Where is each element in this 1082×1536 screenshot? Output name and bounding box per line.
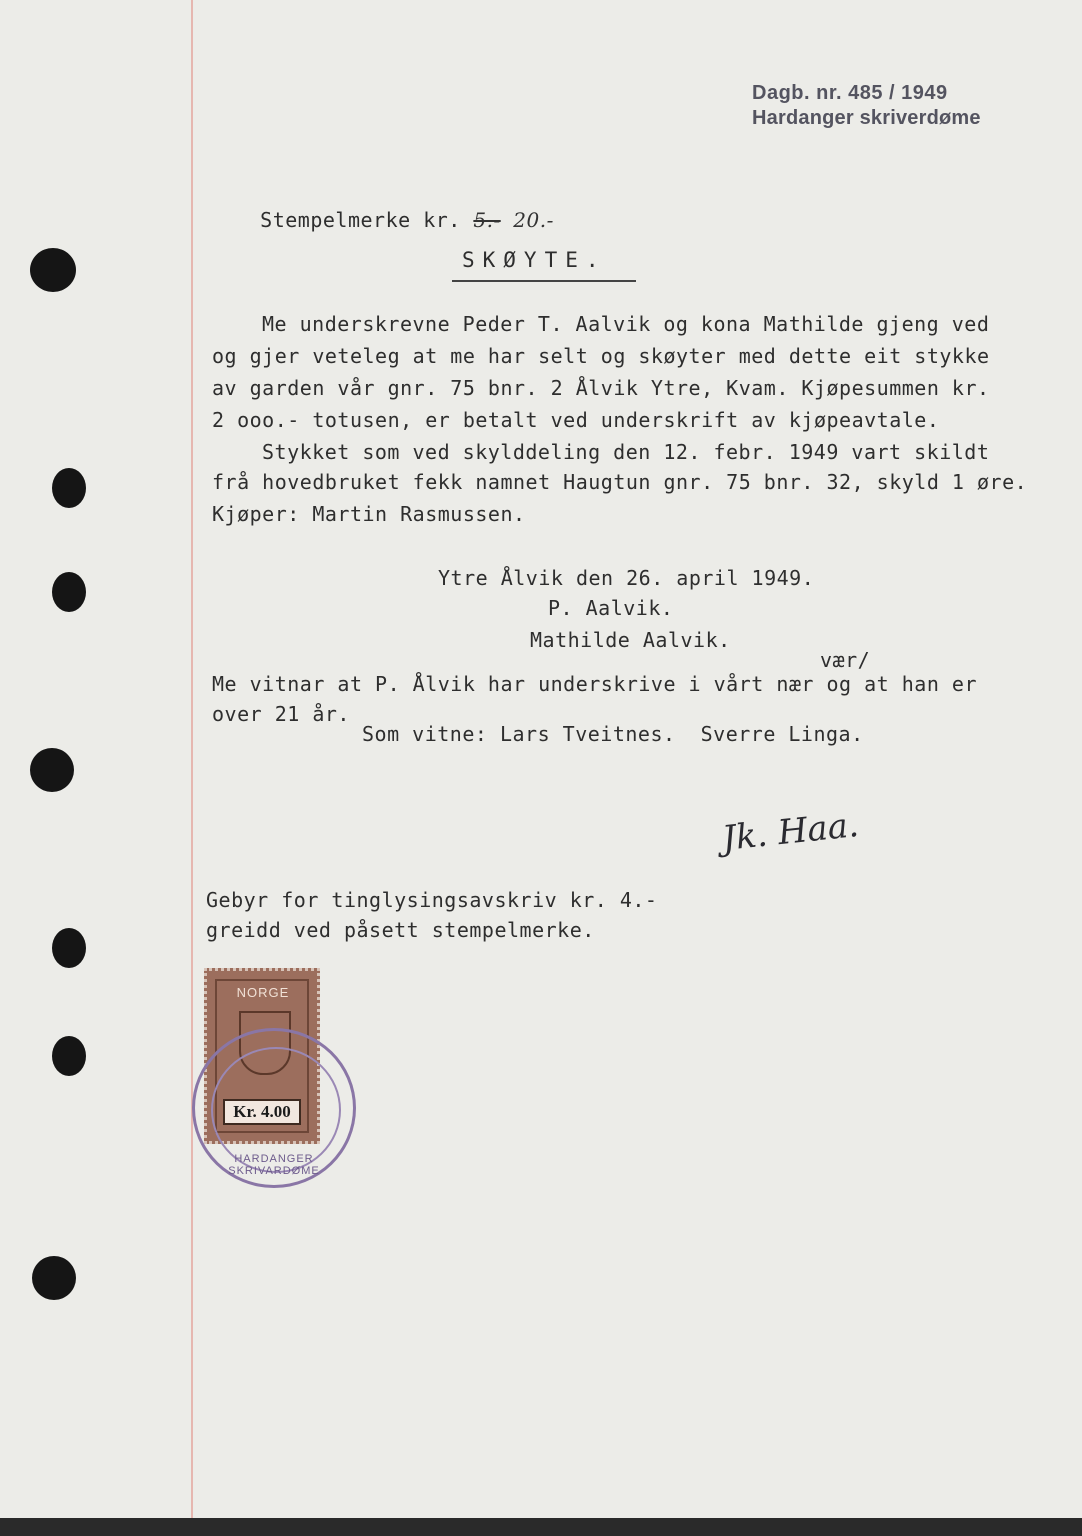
- fee-line: greidd ved påsett stempelmerke.: [206, 918, 595, 942]
- punch-hole: [52, 928, 86, 968]
- postmark-text: HARDANGER SKRIVARDØME: [228, 1153, 320, 1177]
- scan-bottom-edge: [0, 1518, 1082, 1536]
- body-line: Stykket som ved skylddeling den 12. febr. 1949 vart skildt: [262, 440, 990, 464]
- witness-line: Me vitnar at P. Ålvik har underskrive i vårt nær og at han er: [212, 672, 978, 696]
- document-title: SKØYTE.: [462, 248, 607, 272]
- body-line: og gjer veteleg at me har selt og skøyter med dette eit stykke: [212, 344, 990, 368]
- registry-number: Dagb. nr. 485 / 1949: [752, 82, 948, 104]
- signatory: P. Aalvik.: [548, 596, 674, 620]
- witness-line: over 21 år.: [212, 702, 350, 726]
- body-line: Me underskrevne Peder T. Aalvik og kona Mathilde gjeng ved: [262, 312, 990, 336]
- witness-insert: vær/: [820, 648, 871, 672]
- punch-hole: [30, 748, 74, 792]
- registrar-signature: Jk. Haa.: [720, 804, 861, 860]
- body-line: 2 ooo.- totusen, er betalt ved underskrift av kjøpeavtale.: [212, 408, 940, 432]
- fee-line: Gebyr for tinglysingsavskriv kr. 4.-: [206, 888, 658, 912]
- signatory: Mathilde Aalvik.: [530, 628, 731, 652]
- margin-line: [191, 0, 193, 1536]
- revenue-stamp-country: NORGE: [236, 985, 290, 1000]
- title-underline: [452, 280, 636, 282]
- punch-hole: [52, 468, 86, 508]
- stamp-duty-label: Stempelmerke kr.: [260, 208, 474, 232]
- registry-stamp: [752, 82, 981, 130]
- body-line: av garden vår gnr. 75 bnr. 2 Ålvik Ytre, Kvam. Kjøpesummen kr.: [212, 376, 990, 400]
- place-date: Ytre Ålvik den 26. april 1949.: [438, 566, 815, 590]
- punch-hole: [52, 572, 86, 612]
- witnesses: Som vitne: Lars Tveitnes. Sverre Linga.: [362, 722, 864, 746]
- punch-hole: [32, 1256, 76, 1300]
- punch-hole: [30, 248, 76, 292]
- stamp-duty-struck-value: 5.-: [473, 208, 501, 232]
- body-line: frå hovedbruket fekk namnet Haugtun gnr. 75 bnr. 32, skyld 1 øre.: [212, 470, 1028, 494]
- registry-office: Hardanger skriverdøme: [752, 107, 981, 129]
- stamp-duty-value: 20.-: [513, 208, 554, 232]
- revenue-stamp-value: Kr. 4.00: [223, 1099, 301, 1125]
- cancellation-postmark: [192, 1028, 356, 1188]
- punch-hole: [52, 1036, 86, 1076]
- stamp-duty-line: [210, 184, 554, 256]
- body-line: Kjøper: Martin Rasmussen.: [212, 502, 526, 526]
